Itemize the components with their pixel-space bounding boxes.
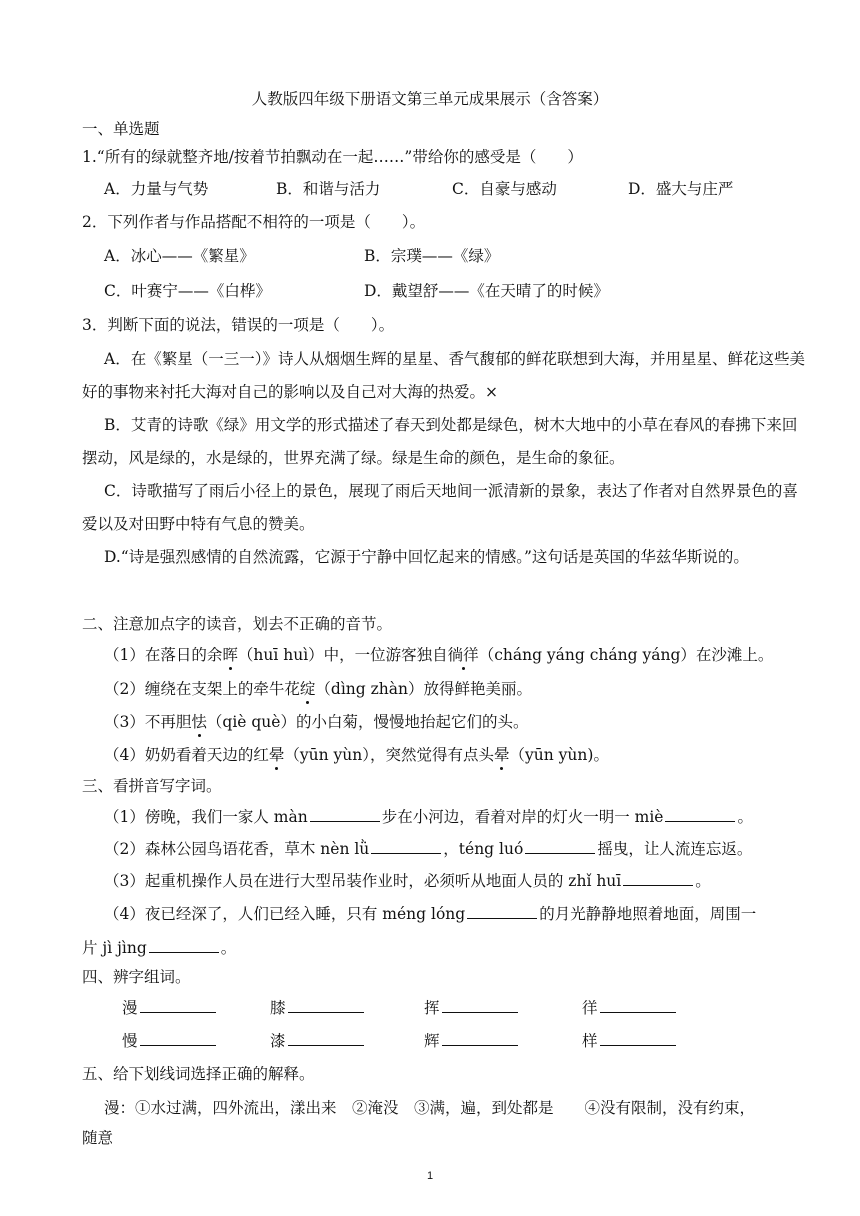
write-item-1-b: 步在小河边，看着对岸的灯火一明一 miè	[381, 808, 664, 826]
q1-option-b: B．和谐与活力	[276, 180, 381, 198]
q3-option-a-text: A．在《繁星（一三一）》诗人从烟烟生辉的星星、香气馥郁的鲜花联想到大海，并用星星、鲜花这些美好的事物来衬托大海对自己的影响以及自己对大海的热爱。×	[82, 350, 805, 401]
section-heading-1: 一、单选题	[82, 120, 160, 138]
page-number: 1	[426, 1170, 434, 1182]
write-item-1	[104, 805, 834, 828]
dotted-char: 晕	[494, 746, 510, 764]
word-cell	[582, 1029, 678, 1052]
q3-option-c	[82, 475, 812, 541]
pinyin-item-3	[104, 711, 834, 733]
write-item-2-b: ，téng luó	[443, 840, 524, 858]
word-cell	[424, 996, 520, 1019]
write-item-4-d: 片 jì jìng	[82, 939, 147, 957]
q2-option-a: A．冰心——《繁星》	[104, 247, 255, 265]
question-2-stem: 2．下列作者与作品搭配不相符的一项是（ ）。	[82, 213, 426, 231]
write-item-1-a: （1）傍晚，我们一家人 màn	[104, 808, 308, 826]
word-char: 挥	[424, 999, 440, 1017]
section-heading-2: 二、注意加点字的读音，划去不正确的音节。	[82, 615, 393, 633]
q3-option-c-text: C．诗歌描写了雨后小径上的景色，展现了雨后天地间一派清新的景象，表达了作者对自然界景色的喜爱以及对田野中特有气息的赞美。	[82, 482, 798, 533]
section-heading-5: 五、给下划线词选择正确的解释。	[82, 1065, 315, 1083]
word-char: 徉	[582, 999, 598, 1017]
write-item-4-cont	[82, 936, 812, 959]
q1-option-d: D．盛大与庄严	[628, 180, 734, 198]
answer-blank[interactable]	[140, 996, 216, 1013]
write-item-2-c: 摇曳，让人流连忘返。	[597, 840, 753, 858]
pinyin-item-1-post: （cháng yáng cháng yáng）在沙滩上。	[478, 646, 774, 664]
pinyin-item-2	[104, 678, 834, 700]
q1-option-a: A．力量与气势	[104, 180, 209, 198]
word-char: 辉	[424, 1032, 440, 1050]
definition-line-1: 漫：①水过满，四外流出，漾出来 ②淹没 ③满，遍，到处都是 ④没有限制，没有约束，	[104, 1099, 756, 1117]
question-3-stem: 3．判断下面的说法，错误的一项是（ ）。	[82, 316, 395, 334]
answer-blank[interactable]	[600, 996, 676, 1013]
write-item-3-c: 。	[695, 872, 711, 890]
pinyin-item-3-pre: （3）不再胆	[104, 713, 192, 731]
q3-option-d-text: D.“诗是强烈感情的自然流露，它源于宁静中回忆起来的情感。”这句话是英国的华兹华斯说的。	[104, 548, 749, 566]
word-char: 样	[582, 1032, 598, 1050]
pinyin-item-4-post: （yūn yùn)。	[509, 746, 609, 764]
word-cell	[270, 996, 366, 1019]
pinyin-item-2-pre: （2）缠绕在支架上的牵牛花	[104, 680, 300, 698]
q2-option-b: B．宗璞——《绿》	[364, 247, 500, 265]
q3-option-b-text: B．艾青的诗歌《绿》用文学的形式描述了春天到处都是绿色，树木大地中的小草在春风的春拂下来回摆动，风是绿的，水是绿的，世界充满了绿。绿是生命的颜色，是生命的象征。	[82, 416, 798, 467]
dotted-char: 晕	[268, 746, 285, 764]
write-item-4	[104, 902, 834, 925]
pinyin-item-1-pre: （1）在落日的余	[104, 646, 223, 664]
write-item-4-e: 。	[220, 939, 237, 957]
definition-line-2: 随意	[82, 1129, 114, 1147]
answer-blank[interactable]	[600, 1029, 676, 1046]
write-item-3	[104, 869, 834, 892]
q2-option-c: C．叶赛宁——《白桦》	[104, 282, 271, 300]
pinyin-item-4	[104, 744, 834, 766]
answer-blank[interactable]	[665, 805, 735, 822]
answer-blank[interactable]	[623, 869, 693, 886]
pinyin-item-2-post: （dìng zhàn）放得鲜艳美丽。	[315, 680, 532, 698]
answer-blank[interactable]	[525, 837, 595, 854]
word-char: 慢	[122, 1032, 138, 1050]
section-heading-4: 四、辨字组词。	[82, 968, 191, 986]
pinyin-item-1-mid: （huī huì）中，一位游客独自	[237, 646, 448, 664]
answer-blank[interactable]	[371, 837, 441, 854]
q2-option-d: D．戴望舒——《在天晴了的时候》	[364, 282, 609, 300]
pinyin-item-1	[104, 644, 834, 666]
write-item-2	[104, 837, 834, 860]
word-char: 漆	[270, 1032, 286, 1050]
answer-blank[interactable]	[140, 1029, 216, 1046]
pinyin-item-3-post: （qiè què）的小白菊，慢慢地抬起它们的头。	[206, 713, 529, 731]
answer-blank[interactable]	[310, 805, 380, 822]
document-title: 人教版四年级下册语文第三单元成果展示（含答案）	[251, 90, 609, 108]
pinyin-item-4-pre: （4）奶奶看着天边的红	[104, 746, 269, 764]
write-item-2-a: （2）森林公园鸟语花香，草木 nèn lǜ	[104, 840, 370, 858]
section-heading-3: 三、看拼音写字词。	[82, 777, 222, 795]
dotted-char: 怯	[191, 713, 207, 731]
word-char: 漫	[122, 999, 138, 1017]
word-cell	[424, 1029, 520, 1052]
answer-blank[interactable]	[288, 1029, 364, 1046]
answer-blank[interactable]	[442, 996, 518, 1013]
answer-blank[interactable]	[288, 996, 364, 1013]
word-cell	[270, 1029, 366, 1052]
word-cell	[122, 1029, 218, 1052]
write-item-4-b: 的月光静静地照着地面，周围一	[539, 905, 757, 923]
pinyin-item-4-mid: （yūn yùn），突然觉得有点头	[284, 746, 495, 764]
answer-blank[interactable]	[467, 902, 537, 919]
q3-option-a	[82, 343, 812, 409]
word-char: 膝	[270, 999, 286, 1017]
answer-blank[interactable]	[442, 1029, 518, 1046]
write-item-1-c: 。	[737, 808, 753, 826]
q3-option-b	[82, 409, 812, 475]
q3-option-d	[82, 541, 812, 574]
write-item-3-a: （3）起重机操作人员在进行大型吊装作业时，必须听从地面人员的 zhǐ huī	[104, 872, 622, 890]
word-cell	[122, 996, 218, 1019]
dotted-char: 徜徉	[447, 646, 479, 664]
q1-option-c: C．自豪与感动	[452, 180, 557, 198]
word-cell	[582, 996, 678, 1019]
write-item-4-a: （4）夜已经深了，人们已经入睡，只有 méng lóng	[104, 905, 466, 923]
dotted-char: 绽	[299, 680, 316, 698]
question-1-stem: 1.“所有的绿就整齐地/按着节拍飘动在一起……”带给你的感受是（ ）	[82, 148, 583, 166]
answer-blank[interactable]	[149, 936, 219, 953]
dotted-char: 晖	[222, 646, 238, 664]
